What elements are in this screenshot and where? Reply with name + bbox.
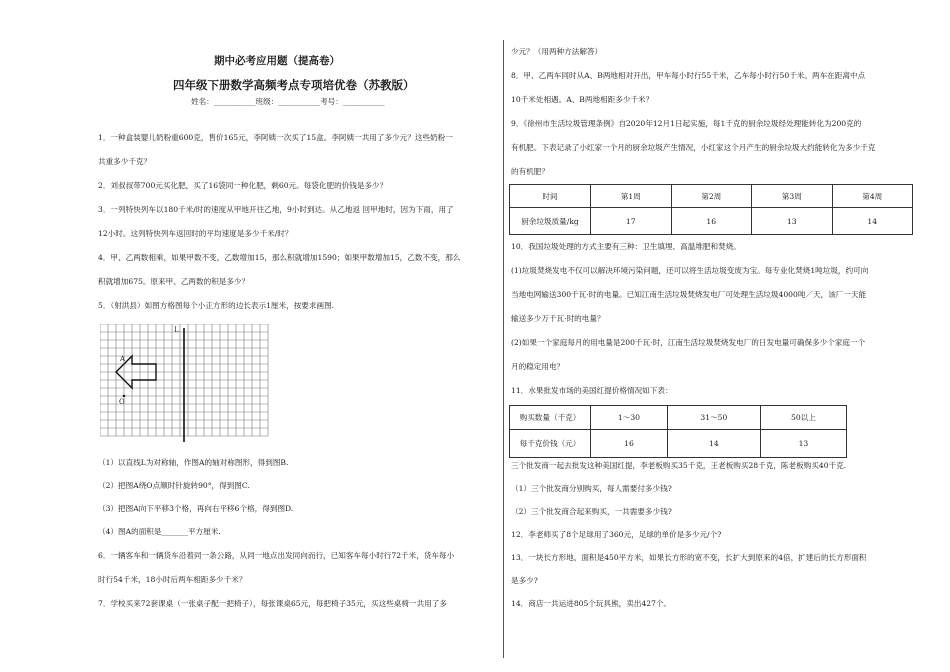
question-11-1: （1）三个批发商分别购买，每人需要付多少钱? (511, 484, 672, 493)
grid-figure (100, 324, 276, 444)
waste-week1-value: 17 (591, 208, 672, 235)
question-10-1-cont2: 输送多少万千瓦·时的电量？ (511, 314, 605, 323)
waste-week4-value: 14 (832, 208, 913, 235)
question-4-cont: 积就增加675。原来甲、乙两数的积是多少？ (98, 277, 250, 286)
question-5-4: （4）图A的面积是_______平方厘米. (98, 527, 221, 536)
question-8-cont: 10千米处相遇。A、B两地相距多少千米？ (511, 95, 654, 104)
question-3: 3．一列特快列车以180千米/时的速度从甲地开往乙地，9小时到达。从乙地返 回甲地时，因为下雨，用了 (98, 205, 454, 214)
question-11-cont: 三个批发商一起去批发这种美国红提，李老板购买35千克，王老板购买28千克，陈老板购买40千克. (511, 461, 847, 470)
question-9-cont: 有机肥。下表记录了小红家一个月的厨余垃圾产生情况，小红家这个月产生的厨余垃圾大约能转化为多少千克 (511, 143, 876, 152)
waste-header-week1: 第1周 (591, 185, 672, 208)
waste-table (509, 184, 913, 235)
waste-week2-value: 16 (671, 208, 752, 235)
question-10-2-cont: 月的稳定用电？ (511, 362, 565, 371)
grape-header-range3: 50以上 (760, 406, 846, 430)
question-9: 9．《徐州市生活垃圾管理条例》自2020年12月1日起实施，每1千克的厨余垃圾经处理能转化为200克的 (511, 119, 862, 128)
exam-subtitle: 四年级下册数学高频考点专项培优卷（苏教版） (173, 78, 415, 92)
question-11: 11．水果批发市场的美国红提价格情况如下表： (511, 386, 673, 395)
question-7-cont: 少元？（用两种方法解答） (511, 47, 603, 56)
student-info-line: 姓名：___________班级：___________考号：___________ (191, 97, 385, 106)
waste-header-week2: 第2周 (671, 185, 752, 208)
grape-header-range1: 1～30 (591, 406, 668, 430)
question-6-cont: 时行54千米，18小时后两车相距多少千米？ (98, 575, 247, 584)
question-10-2: (2)如果一个家庭每月的用电量是200千瓦·时，江南生活垃圾焚烧发电厂的日发电量可确保多少个家庭一个 (511, 338, 866, 347)
question-14: 14．商店一共运进805个玩具熊，卖出427个。 (511, 599, 672, 608)
waste-row-label: 厨余垃圾质量/kg (510, 208, 591, 235)
waste-header-time: 时间 (510, 185, 591, 208)
question-8: 8．甲、乙两车同时从A、B两地相对开出，甲车每小时行55千米，乙车每小时行50千米。两车在距离中点 (511, 71, 866, 80)
grape-price-3: 13 (760, 430, 846, 458)
question-5-2: （2）把图A绕O点顺时针旋转90°，得到图C. (98, 481, 250, 490)
grape-row-label: 每千克价钱（元） (510, 430, 591, 458)
grid-label-o: O (119, 398, 125, 406)
question-7: 7．学校买来72套课桌（一张桌子配一把椅子），每张课桌65元，每把椅子35元，买这些桌椅一共用了多 (98, 599, 447, 608)
question-1-cont: 共重多少千克？ (98, 157, 152, 166)
waste-header-week4: 第4周 (832, 185, 913, 208)
question-6: 6．一辆客车和一辆货车沿着同一条公路，从同一地点出发同向而行，已知客车每小时行72千米，货车每小 (98, 551, 455, 560)
question-2: 2．刘叔叔带700元买化肥，买了16袋同一种化肥，剩60元。每袋化肥的价钱是多少？ (98, 181, 388, 190)
grape-price-table (509, 405, 847, 458)
question-12: 12．李老师买了8个足球用了360元，足球的单价是多少元/个? (511, 530, 722, 539)
question-5-3: （3）把图A向下平移3个格，再向右平移6个格，得到图D. (98, 504, 294, 513)
question-13: 13．一块长方形地，面积是450平方米，如果长方形的宽不变，长扩大到原来的4倍，扩建后的长方形面积 (511, 553, 867, 562)
waste-week3-value: 13 (752, 208, 833, 235)
question-4: 4．甲、乙两数相乘，如果甲数不变，乙数增加15，那么积就增加1590；如果甲数增加15，乙数不变，那么 (98, 253, 461, 262)
grid-label-l: L (174, 326, 179, 334)
grape-price-1: 16 (591, 430, 668, 458)
question-10: 10．我国垃圾处理的方式主要有三种：卫生填埋、高温堆肥和焚烧。 (511, 242, 741, 251)
question-10-1: (1)垃圾焚烧发电不仅可以解决环境污染问题，还可以将生活垃圾变废为宝。每专业化焚烧1吨垃圾，约可向 (511, 266, 869, 275)
question-9-cont2: 的有机肥？ (511, 167, 549, 176)
question-1: 1．一种盒装婴儿奶粉重600克，售价165元，李阿姨一次买了15盒。李阿姨一共用了多少元？这些奶粉一 (98, 133, 453, 142)
grape-price-2: 14 (667, 430, 760, 458)
grid-svg (100, 324, 276, 444)
grid-label-a: A (120, 355, 126, 363)
question-11-2: （2）三个批发商合起来购买，一共需要多少钱? (511, 507, 672, 516)
exam-title: 期中必考应用题（提高卷） (214, 55, 340, 67)
column-divider (503, 40, 504, 658)
grape-header-quantity: 购买数量（千克） (510, 406, 591, 430)
question-10-1-cont: 当地电网输送300千瓦·时的电量。已知江南生活垃圾焚烧发电厂可处理生活垃圾4000吨／天，该厂一天能 (511, 290, 867, 299)
question-13-cont: 是多少? (511, 576, 538, 585)
question-3-cont: 12小时。这列特快列车返回时的平均速度是多少千米/时？ (98, 229, 293, 238)
question-5-1: （1）以直线L为对称轴，作图A的轴对称图形，得到图B. (98, 458, 289, 467)
question-5: 5．（射洪县）如图方格图每个小正方形的边长表示1厘米，按要求画图. (98, 301, 335, 310)
grape-header-range2: 31～50 (667, 406, 760, 430)
waste-header-week3: 第3周 (752, 185, 833, 208)
